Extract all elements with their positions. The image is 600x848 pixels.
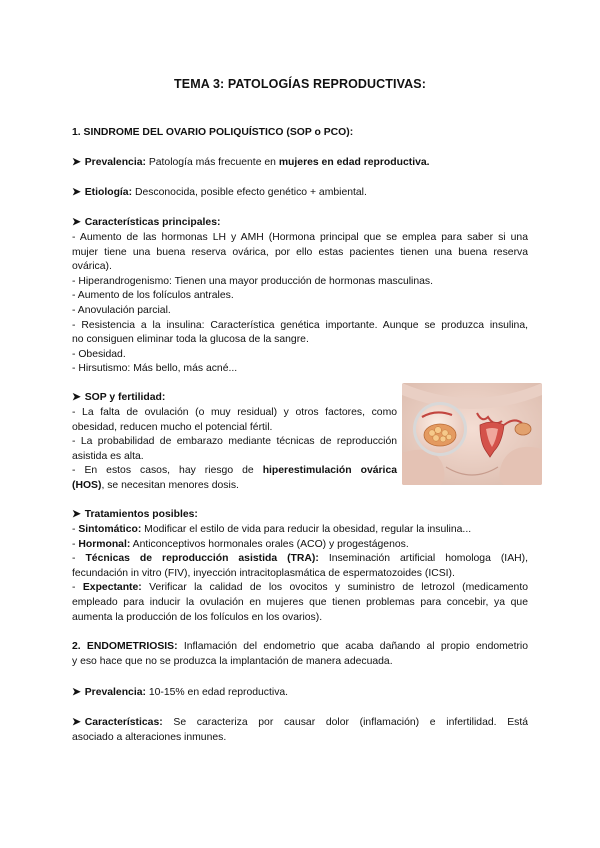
section-1-heading: 1. SINDROME DEL OVARIO POLIQUÍSTICO (SOP o PCO): <box>72 127 354 138</box>
prevalencia-label: Prevalencia: <box>84 157 146 168</box>
arrow-bullet-icon: ➤ <box>72 157 81 168</box>
uterus-ovary-illustration <box>402 383 542 485</box>
car-line: ovárica). <box>72 261 112 273</box>
etiologia-label: Etiología: <box>84 187 133 198</box>
car-line: - Hiperandrogenismo: Tienen una mayor producción de hormonas masculinas. <box>72 275 433 287</box>
trat-expectante-2: empleado para inducir la ovulación en mujeres que tienen problemas para concebir, ya que <box>72 597 528 608</box>
car-line: - Anovulación parcial. <box>72 305 171 316</box>
arrow-bullet-icon: ➤ <box>72 509 81 520</box>
car-line: - Aumento de las hormonas LH y AMH (Hormona principal que se emplea para saber si una <box>72 232 528 243</box>
car-line: mujer tiene una buena reserva ovárica, por ello estas pacientes tienen una buena reserva <box>72 246 528 258</box>
arrow-bullet-icon: ➤ <box>72 687 81 698</box>
car-line: no consiguen eliminar toda la glucosa de la sangre. <box>72 334 309 346</box>
trat-hormonal: - Hormonal: Anticonceptivos hormonales orales (ACO) y progestágenos. <box>72 538 409 550</box>
page-title: TEMA 3: PATOLOGÍAS REPRODUCTIVAS: <box>174 77 426 91</box>
fert-line: obesidad, reducen mucho el potencial fértil. <box>72 421 273 433</box>
uterus-illustration-icon <box>402 383 542 485</box>
car-line: - Obesidad. <box>72 348 126 360</box>
fert-line: asistida es alta. <box>72 450 144 462</box>
prevalencia-emphasis: mujeres en edad reproductiva. <box>278 157 430 168</box>
fert-line: - La falta de ovulación (o muy residual) y otros factores, como <box>72 407 397 418</box>
s1-caracteristicas-heading <box>72 216 220 231</box>
s1-tratamientos-heading <box>72 508 198 523</box>
tratamientos-label: Tratamientos posibles: <box>84 509 198 520</box>
arrow-bullet-icon: ➤ <box>72 187 81 198</box>
trat-tra-2: fecundación in vitro (FIV), inyección intracitoplasmática de espermatozoides (ICSI). <box>72 567 455 579</box>
car-line: - Hirsutismo: Más bello, más acné... <box>72 363 238 375</box>
prevalencia-text: Patología más frecuente en <box>145 157 279 168</box>
fertilidad-label: SOP y fertilidad: <box>84 392 166 403</box>
caracteristicas-label: Características principales: <box>84 217 221 228</box>
arrow-bullet-icon: ➤ <box>72 717 81 728</box>
car-line: - Resistencia a la insulina: Característica genética importante. Aunque se produzca insulina, <box>72 319 528 331</box>
fert-hos-line-2: (HOS), se necesitan menores dosis. <box>72 480 239 491</box>
trat-sintomatico: - Sintomático: Modificar el estilo de vida para reducir la obesidad, regular la insulina... <box>72 524 472 535</box>
section-2-heading-2: y eso hace que no se produzca la implantación de manera adecuada. <box>72 655 393 667</box>
s1-prevalencia <box>72 156 430 171</box>
fert-hos-line: - En estos casos, hay riesgo de hiperestimulación ovárica <box>72 465 398 477</box>
s2-prevalencia: ➤ Prevalencia: 10-15% en edad reproductiva. <box>72 687 289 698</box>
s2-caracteristicas-2: asociado a alteraciones inmunes. <box>72 731 227 743</box>
s1-fertilidad-heading <box>72 391 165 406</box>
trat-expectante: - Expectante: Verificar la calidad de los ovocitos y suministro de letrozol (medicamento <box>72 582 528 594</box>
trat-expectante-3: aumenta la producción de los folículos en los ovarios). <box>72 611 323 623</box>
s1-etiologia <box>72 186 367 201</box>
car-line: - Aumento de los folículos antrales. <box>72 290 234 302</box>
fert-line: - La probabilidad de embarazo mediante técnicas de reproducción <box>72 436 397 448</box>
section-2-heading: 2. ENDOMETRIOSIS: Inflamación del endometrio que acaba dañando al propio endometrio <box>72 641 529 652</box>
arrow-bullet-icon: ➤ <box>72 392 81 403</box>
trat-tra: - Técnicas de reproducción asistida (TRA): Inseminación artificial homologa (IAH), <box>72 553 528 565</box>
s2-caracteristicas: ➤ Características: Se caracteriza por causar dolor (inflamación) e infertilidad. Está <box>72 717 528 728</box>
etiologia-text: Desconocida, posible efecto genético + ambiental. <box>132 187 367 198</box>
arrow-bullet-icon: ➤ <box>72 217 81 228</box>
